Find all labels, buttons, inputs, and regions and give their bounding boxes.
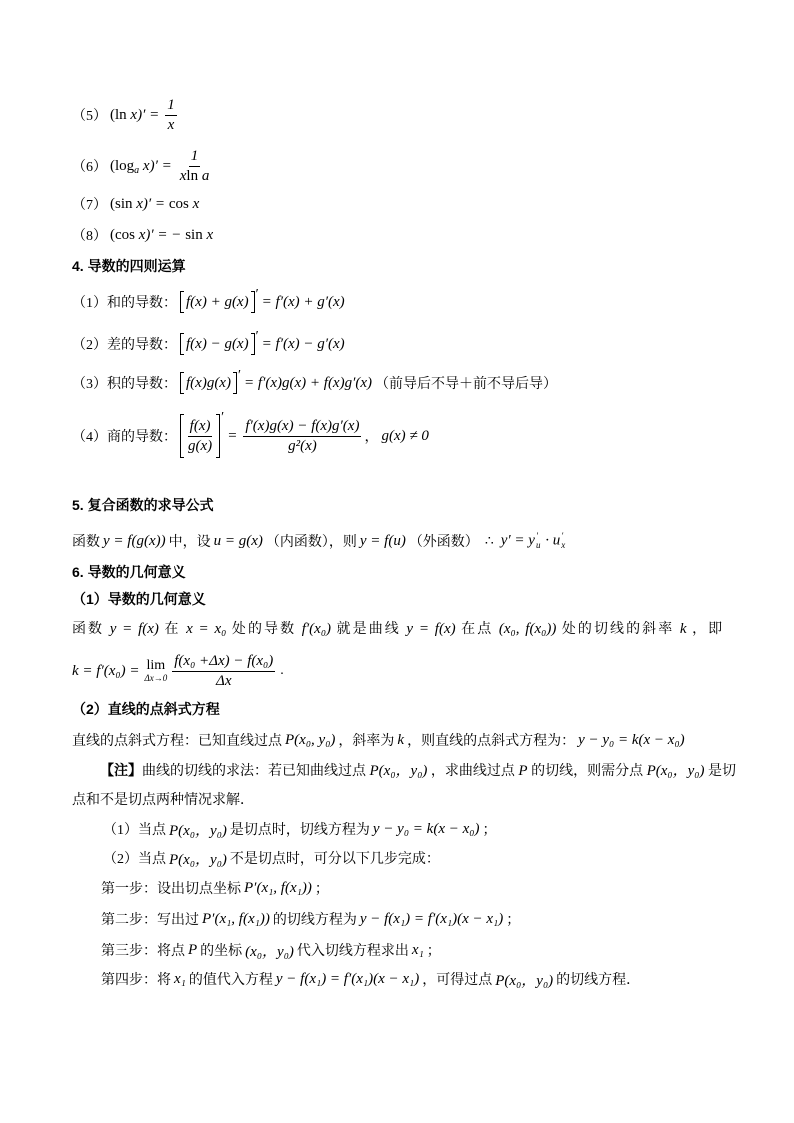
function-name: (ln bbox=[110, 106, 127, 123]
right-bracket bbox=[251, 333, 255, 355]
subscript: x bbox=[561, 540, 566, 550]
rhs-function-name: cos bbox=[168, 195, 189, 212]
text: 第一步：设出切点坐标 bbox=[101, 882, 241, 897]
text: 就是曲线 bbox=[336, 622, 401, 637]
item-label: （8） bbox=[72, 229, 107, 244]
item-label: （5） bbox=[72, 109, 107, 124]
step-1 bbox=[101, 878, 329, 898]
text: 中，设 bbox=[168, 535, 211, 550]
math: P(x₀，y₀) bbox=[495, 972, 554, 989]
math: x₁ bbox=[411, 941, 424, 958]
math: k bbox=[679, 621, 687, 637]
right-bracket bbox=[251, 291, 255, 313]
limit-formula bbox=[72, 650, 284, 692]
formula-lhs bbox=[110, 158, 172, 175]
rule-rhs: = f′(x)g(x) + f(x)g′(x) bbox=[244, 374, 373, 391]
text: ，求曲线过点 bbox=[430, 764, 515, 779]
limit-lhs: k = f′(x₀) = bbox=[72, 662, 140, 679]
math: P(x₀，y₀) bbox=[169, 851, 227, 868]
left-bracket bbox=[180, 291, 184, 313]
formula bbox=[110, 196, 199, 213]
math: u = g(x) bbox=[213, 532, 263, 549]
denominator: Δx bbox=[216, 672, 232, 689]
math: y − y₀ = k(x − x₀) bbox=[578, 731, 685, 748]
item-label: （7） bbox=[72, 198, 107, 213]
prime-subscript-u bbox=[536, 532, 541, 550]
lim-subscript: Δx→0 bbox=[144, 673, 168, 683]
step-3 bbox=[101, 940, 441, 960]
log-base: a bbox=[134, 164, 140, 176]
text: 处的切线的斜率 bbox=[561, 622, 675, 637]
item-label: （6） bbox=[72, 160, 107, 175]
text: 的值代入方程 bbox=[188, 973, 273, 988]
math: P(x₀，y₀) bbox=[169, 822, 227, 839]
subheading-2 bbox=[72, 699, 220, 719]
lim-word: lim bbox=[146, 658, 166, 673]
quotient-rule bbox=[72, 412, 432, 460]
case-1 bbox=[103, 819, 496, 839]
numerator: 1 bbox=[189, 148, 201, 167]
math: y − f(x₁) = f′(x₁)(x − x₁) bbox=[275, 970, 420, 987]
step-4 bbox=[101, 969, 640, 989]
note-line-1 bbox=[100, 760, 736, 780]
math: y − f(x₁) = f′(x₁)(x − x₁) bbox=[359, 910, 504, 927]
text: ，即 bbox=[692, 622, 723, 637]
text: 点和不是切点两种情况求解． bbox=[72, 793, 254, 808]
math: (x₀, f(x₀)) bbox=[498, 621, 557, 637]
text: ； bbox=[482, 823, 497, 838]
rhs-rest: x bbox=[188, 195, 200, 212]
text: 在 bbox=[164, 622, 181, 637]
math: P(x₀，y₀) bbox=[369, 763, 428, 779]
text: 在点 bbox=[461, 622, 494, 637]
rule-mnemonic: （前导后不导＋前不导后导） bbox=[375, 377, 558, 392]
math: y = f(x) bbox=[406, 621, 456, 637]
bracket-inner: f(x) + g(x) bbox=[186, 293, 249, 310]
subscript: u bbox=[535, 540, 541, 550]
derivative-sin bbox=[72, 194, 202, 214]
math: P(x₀，y₀) bbox=[646, 763, 705, 779]
math: y = f(x) bbox=[109, 621, 159, 637]
text: （2）当点 bbox=[103, 852, 166, 867]
numerator: 1 bbox=[165, 97, 177, 116]
text: 的切线方程． bbox=[556, 973, 641, 988]
math: y − y₀ = k(x − x₀) bbox=[372, 820, 480, 837]
difference-rule bbox=[72, 331, 348, 357]
denominator bbox=[178, 167, 212, 185]
derivative-cos bbox=[72, 225, 216, 245]
right-bracket bbox=[233, 372, 237, 394]
text: ； bbox=[506, 913, 521, 928]
text: 不是切点时，可分以下几步完成： bbox=[229, 852, 440, 867]
text: 的坐标 bbox=[200, 944, 243, 959]
math: (x₀，y₀) bbox=[245, 943, 294, 960]
rhs-function-name: sin bbox=[185, 226, 203, 243]
derivative-ln bbox=[72, 97, 180, 133]
formula-rest: x)′ = bbox=[139, 157, 172, 174]
math: P′(x₁, f(x₁)) bbox=[202, 910, 270, 927]
text: 函数 bbox=[72, 622, 105, 637]
text: ； bbox=[426, 944, 441, 959]
period: . bbox=[280, 663, 284, 678]
rule-label: （2）差的导数： bbox=[72, 338, 177, 353]
math: y = f(g(x)) bbox=[103, 532, 166, 549]
text: 直线的点斜式方程：已知直线过点 bbox=[72, 734, 282, 749]
numerator: f′(x)g(x) − f(x)g′(x) bbox=[243, 418, 361, 437]
rhs-rest: x bbox=[202, 226, 214, 243]
section-heading-4 bbox=[72, 256, 186, 276]
subheading-text: （2）直线的点斜式方程 bbox=[72, 701, 220, 717]
function-name: (log bbox=[110, 157, 135, 174]
denominator-var: x bbox=[179, 167, 187, 184]
math: x₁ bbox=[174, 970, 186, 987]
fraction bbox=[178, 148, 212, 185]
denominator: g²(x) bbox=[288, 437, 317, 454]
left-bracket bbox=[180, 414, 184, 458]
product-rule bbox=[72, 370, 557, 396]
rule-label: （3）积的导数： bbox=[72, 377, 177, 392]
text: ，则直线的点斜式方程为： bbox=[407, 734, 576, 749]
difference-quotient bbox=[172, 653, 275, 690]
text: 第二步：写出过 bbox=[101, 913, 199, 928]
numerator: f(x) bbox=[188, 418, 213, 437]
denominator: x bbox=[167, 116, 175, 133]
formula-lhs bbox=[110, 107, 159, 124]
math: P(x₀, y₀) bbox=[285, 731, 336, 748]
denominator-fn: ln bbox=[186, 167, 199, 184]
rule-rhs: = f′(x) − g′(x) bbox=[261, 335, 345, 352]
prime-subscript-x bbox=[561, 532, 565, 550]
therefore-symbol: ∴ bbox=[484, 533, 494, 549]
section-heading-6 bbox=[72, 562, 186, 582]
right-bracket bbox=[216, 414, 220, 458]
left-bracket bbox=[180, 333, 184, 355]
rule-rhs: = f′(x) + g′(x) bbox=[261, 293, 345, 310]
math: f′(x₀) bbox=[301, 621, 332, 637]
derivative-definition bbox=[72, 619, 722, 639]
formula-rest: x)′ = bbox=[126, 106, 160, 123]
prime-mark: ′ bbox=[255, 287, 259, 302]
fraction bbox=[165, 97, 177, 134]
text: 的切线，则需分点 bbox=[531, 764, 644, 779]
text: （内函数），则 bbox=[265, 535, 357, 550]
heading-text: 4. 导数的四则运算 bbox=[72, 258, 186, 274]
function-name: (cos bbox=[110, 226, 135, 243]
prime-mark: ′ bbox=[237, 368, 242, 383]
math: k bbox=[397, 731, 405, 748]
prime-mark: ′ bbox=[535, 531, 538, 541]
subheading-1 bbox=[72, 589, 206, 609]
text: 第三步：将点 bbox=[101, 944, 185, 959]
text: 代入切线方程求出 bbox=[296, 944, 409, 959]
math: P bbox=[188, 941, 198, 958]
text: （1）当点 bbox=[103, 823, 166, 838]
text: ； bbox=[314, 882, 329, 897]
rule-label: （1）和的导数： bbox=[72, 296, 177, 311]
math: x = x₀ bbox=[186, 621, 227, 637]
rule-label: （4）商的导数： bbox=[72, 430, 177, 445]
formula bbox=[110, 227, 213, 244]
text: ，斜率为 bbox=[338, 734, 395, 749]
case-2 bbox=[103, 848, 440, 868]
text: ，可得过点 bbox=[422, 973, 493, 988]
math: y = f(u) bbox=[359, 532, 406, 549]
result-mid: · u bbox=[541, 532, 561, 549]
result-lhs: y′ = y bbox=[500, 532, 535, 549]
text: 函数 bbox=[72, 535, 100, 550]
denominator-rest: a bbox=[198, 167, 210, 184]
text: 是切 bbox=[707, 764, 736, 779]
text: 第四步：将 bbox=[101, 973, 171, 988]
chain-rule-line bbox=[72, 529, 569, 553]
text: 是切点时，切线方程为 bbox=[229, 823, 370, 838]
chain-result bbox=[501, 532, 566, 550]
formula-rest: x)′ = bbox=[132, 195, 169, 212]
numerator: f(x₀ +Δx) − f(x₀) bbox=[172, 653, 275, 672]
heading-text: 5. 复合函数的求导公式 bbox=[72, 497, 214, 513]
condition: g(x) ≠ 0 bbox=[381, 427, 429, 444]
prime-mark: ′ bbox=[255, 329, 259, 344]
bracket-inner: f(x) − g(x) bbox=[186, 335, 249, 352]
text: 曲线的切线的求法：若已知曲线过点 bbox=[142, 764, 366, 779]
inner-fraction bbox=[186, 418, 214, 455]
step-2 bbox=[101, 909, 520, 929]
note-tag: 【注】 bbox=[100, 762, 142, 778]
prime-mark: ′ bbox=[561, 531, 564, 541]
left-bracket bbox=[180, 372, 184, 394]
denominator: g(x) bbox=[188, 437, 213, 454]
subheading-text: （1）导数的几何意义 bbox=[72, 591, 206, 607]
result-fraction bbox=[243, 418, 361, 455]
note-line-2 bbox=[72, 789, 254, 809]
sum-rule bbox=[72, 289, 348, 315]
section-heading-5 bbox=[72, 495, 214, 515]
equals-sign: = bbox=[227, 427, 238, 444]
text: （外函数） bbox=[408, 535, 479, 550]
heading-text: 6. 导数的几何意义 bbox=[72, 564, 186, 580]
text: 处的导数 bbox=[231, 622, 297, 637]
separator: ， bbox=[364, 430, 379, 445]
math: P′(x₁, f(x₁)) bbox=[244, 879, 312, 896]
text: 的切线方程为 bbox=[272, 913, 357, 928]
bracket-inner: f(x)g(x) bbox=[186, 374, 231, 391]
prime-mark: ′ bbox=[221, 410, 225, 425]
math: P bbox=[518, 763, 528, 779]
function-name: (sin bbox=[110, 195, 133, 212]
limit-operator bbox=[144, 659, 167, 683]
formula-rest: x)′ = − bbox=[135, 226, 186, 243]
point-slope-definition bbox=[72, 730, 688, 750]
derivative-log bbox=[72, 148, 214, 184]
